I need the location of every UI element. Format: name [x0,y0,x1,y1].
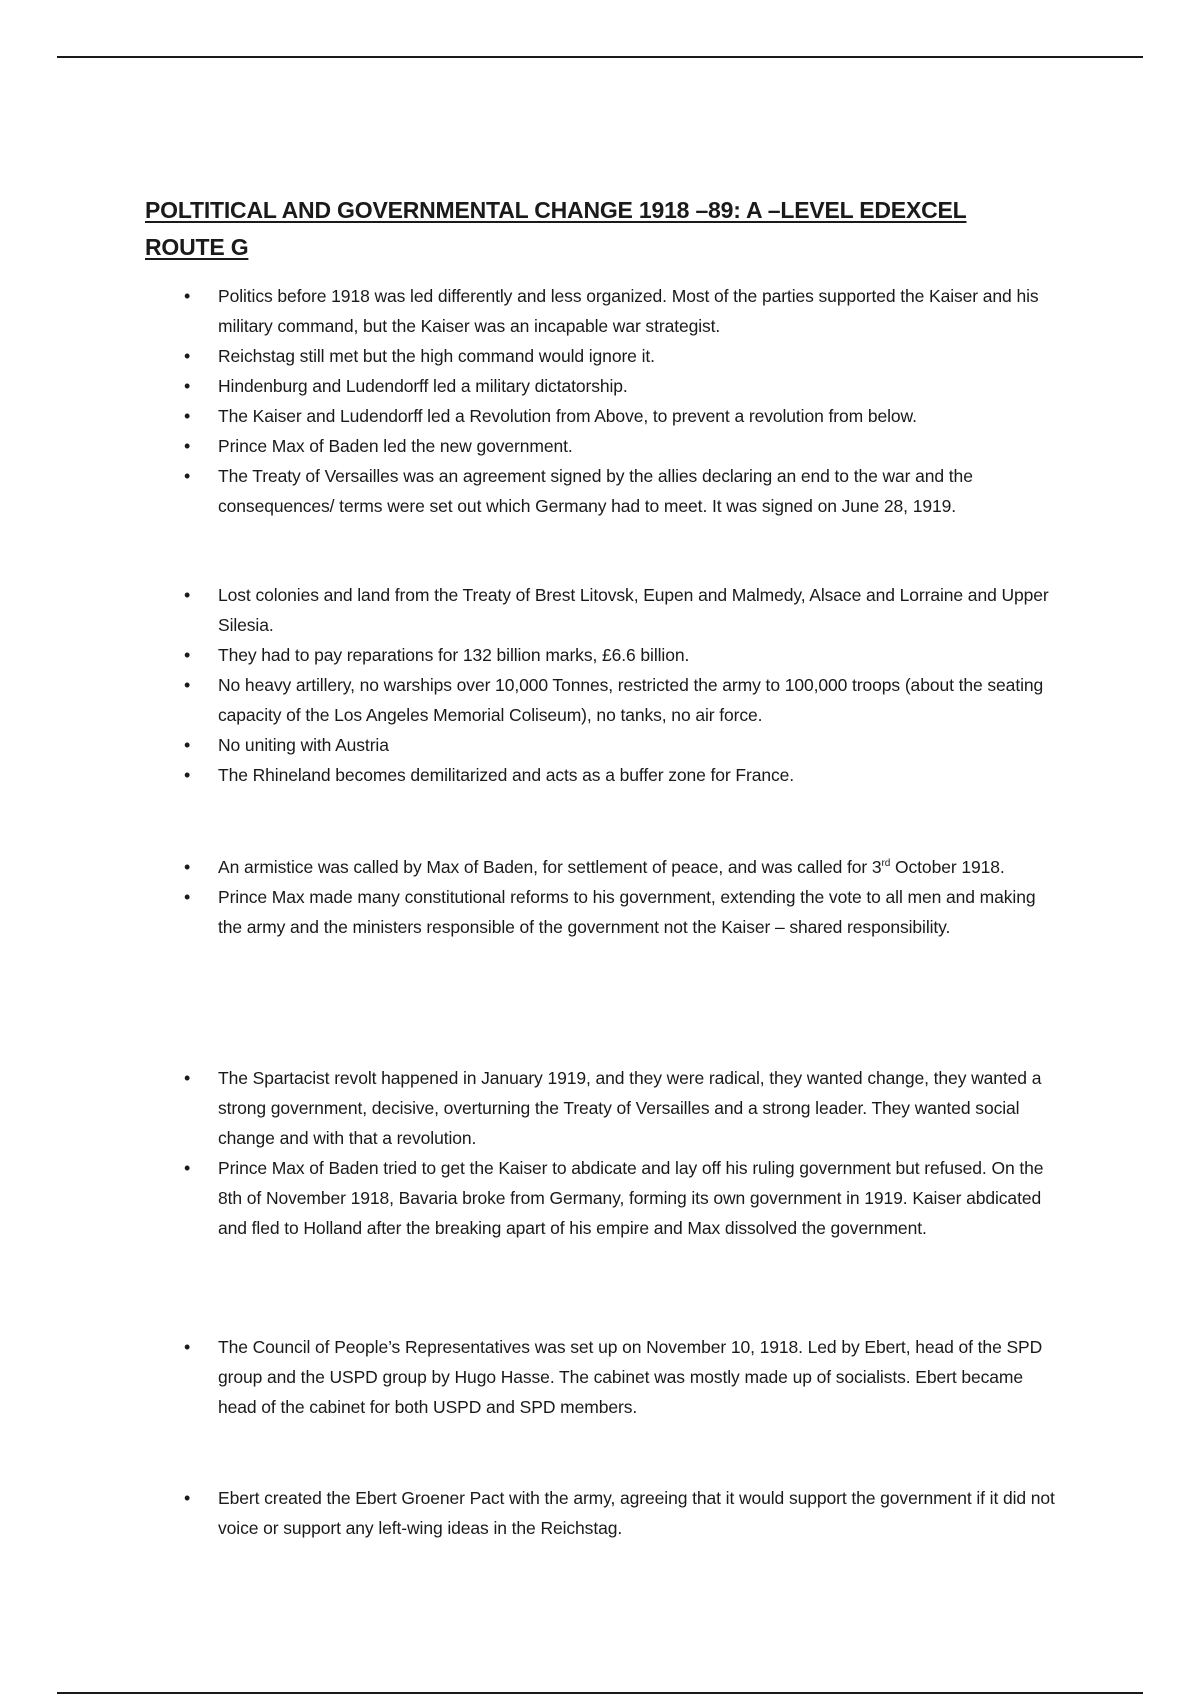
bullet-text: The Rhineland becomes demilitarized and acts as a buffer zone for France. [218,765,795,785]
bullet-text: Ebert created the Ebert Groener Pact with the army, agreeing that it would support the government if it did not voice or support any left-wing ideas in the Reichstag. [218,1488,1055,1538]
bullet-text: Politics before 1918 was led differently and less organized. Most of the parties supported the Kaiser and his military command, but the Kaiser was an incapable war strategist. [218,286,1039,336]
bullet-icon: • [184,376,191,396]
bullet-item [180,580,1060,640]
bullet-group-4 [180,1063,1060,1243]
bullet-icon: • [184,645,191,665]
bullet-text: They had to pay reparations for 132 billion marks, £6.6 billion. [218,645,690,665]
bullet-icon: • [184,857,191,877]
bullet-group-5 [180,1332,1060,1422]
bullet-item [180,1153,1060,1243]
bullet-text: The Spartacist revolt happened in January 1919, and they were radical, they wanted change, they wanted a strong government, decisive, overturning the Treaty of Versailles and a strong leader. They wanted social change and with that a revolution. [218,1068,1042,1148]
bullet-item [180,852,1060,882]
bullet-text: Prince Max of Baden led the new government. [218,436,573,456]
bullet-icon: • [184,1488,191,1508]
bullet-text: Prince Max of Baden tried to get the Kaiser to abdicate and lay off his ruling government but refused. On the 8th of November 1918, Bavaria broke from Germany, forming its own government in 1919. Kaiser abdicated and fled to Holland after the breaking apart of his empire and Max dissolved the government. [218,1158,1044,1238]
ordinal-suffix: rd [881,858,891,870]
bullet-item [180,640,1060,670]
bullet-item [180,760,1060,790]
bullet-item [180,341,1060,371]
bullet-text: The Treaty of Versailles was an agreement signed by the allies declaring an end to the war and the consequences/ terms were set out which Germany had to meet. It was signed on June 28, 1919. [218,466,973,516]
bullet-item [180,1483,1060,1543]
bullet-item [180,1063,1060,1153]
bullet-icon: • [184,735,191,755]
bullet-text: The Kaiser and Ludendorff led a Revolution from Above, to prevent a revolution from below. [218,406,917,426]
bullet-item [180,730,1060,760]
bullet-icon: • [184,406,191,426]
bullet-icon: • [184,675,191,695]
document-title: POLTITICAL AND GOVERNMENTAL CHANGE 1918 –89: A –LEVEL EDEXCEL ROUTE G [145,197,967,260]
bullet-item [180,670,1060,730]
bullet-text: Prince Max made many constitutional reforms to his government, extending the vote to all men and making the army and the ministers responsible of the government not the Kaiser – shared responsibility. [218,887,1036,937]
bullet-text-continued: October 1918. [890,857,1005,877]
bullet-group-1 [180,281,1060,521]
bullet-text: No heavy artillery, no warships over 10,000 Tonnes, restricted the army to 100,000 troops (about the seating capacity of the Los Angeles Memorial Coliseum), no tanks, no air force. [218,675,1044,725]
bullet-icon: • [184,346,191,366]
bullet-group-3 [180,852,1060,942]
bullet-text: Reichstag still met but the high command would ignore it. [218,346,655,366]
bullet-icon: • [184,585,191,605]
bullet-group-6 [180,1483,1060,1543]
bullet-icon: • [184,436,191,456]
bullet-text: Lost colonies and land from the Treaty of Brest Litovsk, Eupen and Malmedy, Alsace and Lorraine and Upper Silesia. [218,585,1049,635]
bullet-item [180,401,1060,431]
bullet-item [180,1332,1060,1422]
bullet-item [180,371,1060,401]
bullet-icon: • [184,765,191,785]
bullet-item [180,431,1060,461]
bullet-icon: • [184,1158,191,1178]
bullet-icon: • [184,466,191,486]
bullet-icon: • [184,1068,191,1088]
bullet-text: An armistice was called by Max of Baden, for settlement of peace, and was called for 3 [218,857,882,877]
bullet-icon: • [184,887,191,907]
top-horizontal-rule [57,56,1143,58]
bullet-text: Hindenburg and Ludendorff led a military dictatorship. [218,376,628,396]
bullet-item [180,461,1060,521]
bullet-item [180,882,1060,942]
bullet-text: No uniting with Austria [218,735,389,755]
bottom-horizontal-rule [57,1692,1143,1694]
bullet-group-2 [180,580,1060,790]
bullet-item [180,281,1060,341]
bullet-icon: • [184,286,191,306]
bullet-text: The Council of People’s Representatives was set up on November 10, 1918. Led by Ebert, head of the SPD group and the USPD group by Hugo Hasse. The cabinet was mostly made up of socialists. Ebert became head of the cabinet for both USPD and SPD members. [218,1337,1043,1417]
bullet-icon: • [184,1337,191,1357]
